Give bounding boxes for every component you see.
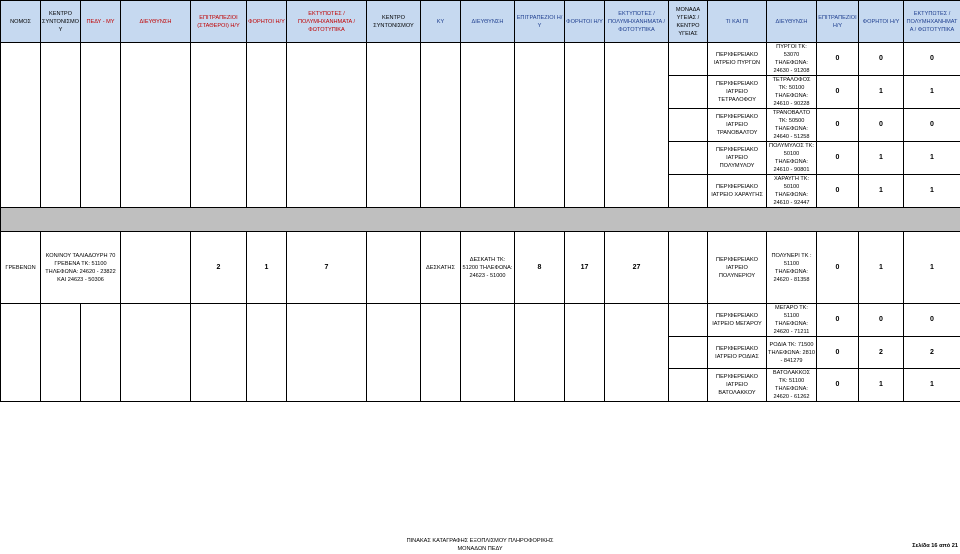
unit-name: ΠΕΡΙΦΕΡΕΙΑΚΟ ΙΑΤΡΕΙΟ ΧΑΡΑΥΓΗΣ: [708, 175, 767, 208]
printer-count: 1: [904, 369, 960, 402]
laptop-count: 0: [859, 43, 904, 76]
unit-name: ΠΕΡΙΦΕΡΕΙΑΚΟ ΙΑΤΡΕΙΟ ΠΟΛΥΜΥΛΟΥ: [708, 142, 767, 175]
header-coord-center: ΚΕΝΤΡΟ ΣΥΝΤΟΝΙΣΜΟΥ: [41, 1, 81, 43]
table-row-grevena: [1, 232, 960, 304]
header-address-1: ΔΙΕΥΘΥΝΣΗ: [121, 1, 191, 43]
printer-count: 2: [904, 337, 960, 369]
header-desktops-1: ΕΠΙΤΡΑΠΕΖΙΟΙ (ΣΤΑΘΕΡΟΙ) Η/Υ: [191, 1, 247, 43]
unit-name: ΠΕΡΙΦΕΡΕΙΑΚΟ ΙΑΤΡΕΙΟ ΡΟΔΙΑΣ: [708, 337, 767, 369]
header-desktops-3: ΕΠΙΤΡΑΠΕΖΙΟΙ Η/Υ: [817, 1, 859, 43]
laptop-count: 1: [859, 76, 904, 109]
unit-address: ΠΟΛΥΝΕΡΙ ΤΚ : 51100 ΤΗΛΕΦΩΝΑ: 24620 - 81358: [767, 232, 817, 304]
printer-count: 1: [904, 76, 960, 109]
unit-name: ΠΕΡΙΦΕΡΕΙΑΚΟ ΙΑΤΡΕΙΟ ΠΟΛΥΝΕΡΙΟΥ: [708, 232, 767, 304]
header-desktops-2: ΕΠΙΤΡΑΠΕΖΙΟΙ Η/Υ: [515, 1, 565, 43]
nomos-name: ΓΡΕΒΕΝΩΝ: [1, 232, 41, 304]
printer-count: 1: [904, 142, 960, 175]
header-pedy-my: ΠΕΔΥ - ΜΥ: [81, 1, 121, 43]
header-printers-2: ΕΚΤΥΠΩΤΕΣ / ΠΟΛΥΜΗΧΑΝΗΜΑΤΑ / ΦΩΤΟΤΥΠΙΚΑ: [605, 1, 669, 43]
desktop-count: 0: [817, 232, 859, 304]
laptop-count: 0: [859, 304, 904, 337]
footer-title-line-1: ΠΙΝΑΚΑΣ ΚΑΤΑΓΡΑΦΗΣ ΕΞΟΠΛΙΣΜΟΥ ΠΛΗΡΟΦΟΡΙΚΗΣ: [406, 538, 554, 544]
table-row: [1, 304, 960, 337]
unit-address: ΡΟΔΙΑ ΤΚ: 71500 ΤΗΛΕΦΩΝΑ: 2810 - 841279: [767, 337, 817, 369]
printer-count: 7: [287, 232, 367, 304]
unit-name: ΠΕΡΙΦΕΡΕΙΑΚΟ ΙΑΤΡΕΙΟ ΜΕΓΑΡΟΥ: [708, 304, 767, 337]
header-health-unit: ΜΟΝΑΔΑ ΥΓΕΙΑΣ / ΚΕΝΤΡΟ ΥΓΕΙΑΣ: [669, 1, 708, 43]
header-ky: ΚΥ: [421, 1, 461, 43]
ky-address: ΔΕΣΚΑΤΗ ΤΚ: 51200 ΤΗΛΕΦΩΝΑ: 24623 - 51000: [461, 232, 515, 304]
unit-address: ΠΟΛΥΜΥΛΟΣ ΤΚ: 50100 ΤΗΛΕΦΩΝΑ: 24610 - 90801: [767, 142, 817, 175]
table-row: [1, 43, 960, 76]
printer-count: 0: [904, 304, 960, 337]
header-nomos: ΝΟΜΟΣ: [1, 1, 41, 43]
desktop-count: 2: [191, 232, 247, 304]
header-laptops-3: ΦΟΡΗΤΟΙ Η/Υ: [859, 1, 904, 43]
desktop-count: 0: [817, 142, 859, 175]
header-row: [1, 1, 960, 43]
unit-address: ΤΕΤΡΑΛΟΦΟΣ ΤΚ: 50100 ΤΗΛΕΦΩΝΑ: 24610 - 90228: [767, 76, 817, 109]
desktop-count: 0: [817, 304, 859, 337]
header-address-2: ΔΙΕΥΘΥΝΣΗ: [461, 1, 515, 43]
header-laptops-2: ΦΟΡΗΤΟΙ Η/Υ: [565, 1, 605, 43]
laptop-count: 1: [859, 369, 904, 402]
desktop-count: 0: [817, 369, 859, 402]
laptop-count: 0: [859, 109, 904, 142]
header-address-3: ΔΙΕΥΘΥΝΣΗ: [767, 1, 817, 43]
header-printers-3: ΕΚΤΥΠΩΤΕΣ / ΠΟΛΥΜΗΧΑΝΗΜΑΤΑ / ΦΩΤΟΤΥΠΙΚΑ: [904, 1, 960, 43]
ky-name: ΔΕΣΚΑΤΗΣ: [421, 232, 461, 304]
unit-address: ΒΑΤΟΛΑΚΚΟΣ ΤΚ: 51100 ΤΗΛΕΦΩΝΑ: 24620 - 61262: [767, 369, 817, 402]
header-coord-center-2: ΚΕΝΤΡΟ ΣΥΝΤΟΝΙΣΜΟΥ: [367, 1, 421, 43]
laptop-count: 1: [247, 232, 287, 304]
page-number: Σελίδα 16 από 21: [912, 543, 958, 549]
desktop-count: 0: [817, 76, 859, 109]
ky-laptop-count: 17: [565, 232, 605, 304]
unit-address: ΠΥΡΓΟΙ ΤΚ: 53070 ΤΗΛΕΦΩΝΑ: 24630 - 91208: [767, 43, 817, 76]
desktop-count: 0: [817, 43, 859, 76]
separator-row: [1, 208, 960, 232]
coord-center-address: ΚΟΝ/ΝΟΥ ΤΑΛΙΑΔΟΥΡΗ 70 ΓΡΕΒΕΝΑ ΤΚ: 51100 ΤΗΛΕΦΩΝΑ: 24620 - 23822 ΚΑΙ 24623 - 50306: [41, 232, 121, 304]
header-laptops-1: ΦΟΡΗΤΟΙ Η/Υ: [247, 1, 287, 43]
footer-title: [0, 537, 960, 553]
desktop-count: 0: [817, 175, 859, 208]
printer-count: 1: [904, 232, 960, 304]
laptop-count: 1: [859, 175, 904, 208]
header-printers-1: ΕΚΤΥΠΩΤΕΣ / ΠΟΛΥΜΗΧΑΝΗΜΑΤΑ / ΦΩΤΟΤΥΠΙΚΑ: [287, 1, 367, 43]
desktop-count: 0: [817, 337, 859, 369]
unit-address: ΤΡΑΝΟΒΑΛΤΟ ΤΚ: 50500 ΤΗΛΕΦΩΝΑ: 24640 - 51258: [767, 109, 817, 142]
printer-count: 0: [904, 43, 960, 76]
unit-name: ΠΕΡΙΦΕΡΕΙΑΚΟ ΙΑΤΡΕΙΟ ΒΑΤΟΛΑΚΚΟΥ: [708, 369, 767, 402]
laptop-count: 1: [859, 142, 904, 175]
unit-address: ΜΕΓΑΡΟ ΤΚ: 51100 ΤΗΛΕΦΩΝΑ: 24620 - 71211: [767, 304, 817, 337]
printer-count: 0: [904, 109, 960, 142]
unit-name: ΠΕΡΙΦΕΡΕΙΑΚΟ ΙΑΤΡΕΙΟ ΤΡΑΝΟΒΑΛΤΟΥ: [708, 109, 767, 142]
laptop-count: 2: [859, 337, 904, 369]
laptop-count: 1: [859, 232, 904, 304]
printer-count: 1: [904, 175, 960, 208]
ky-printer-count: 27: [605, 232, 669, 304]
ky-desktop-count: 8: [515, 232, 565, 304]
header-ti-pi: ΤΙ ΚΑΙ ΠΙ: [708, 1, 767, 43]
unit-name: ΠΕΡΙΦΕΡΕΙΑΚΟ ΙΑΤΡΕΙΟ ΤΕΤΡΑΛΟΦΟΥ: [708, 76, 767, 109]
desktop-count: 0: [817, 109, 859, 142]
footer-title-line-2: ΜΟΝΑΔΩΝ ΠΕΔΥ: [457, 546, 503, 552]
unit-address: ΧΑΡΑΥΓΗ ΤΚ: 50100 ΤΗΛΕΦΩΝΑ: 24610 - 92447: [767, 175, 817, 208]
unit-name: ΠΕΡΙΦΕΡΕΙΑΚΟ ΙΑΤΡΕΙΟ ΠΥΡΓΩΝ: [708, 43, 767, 76]
